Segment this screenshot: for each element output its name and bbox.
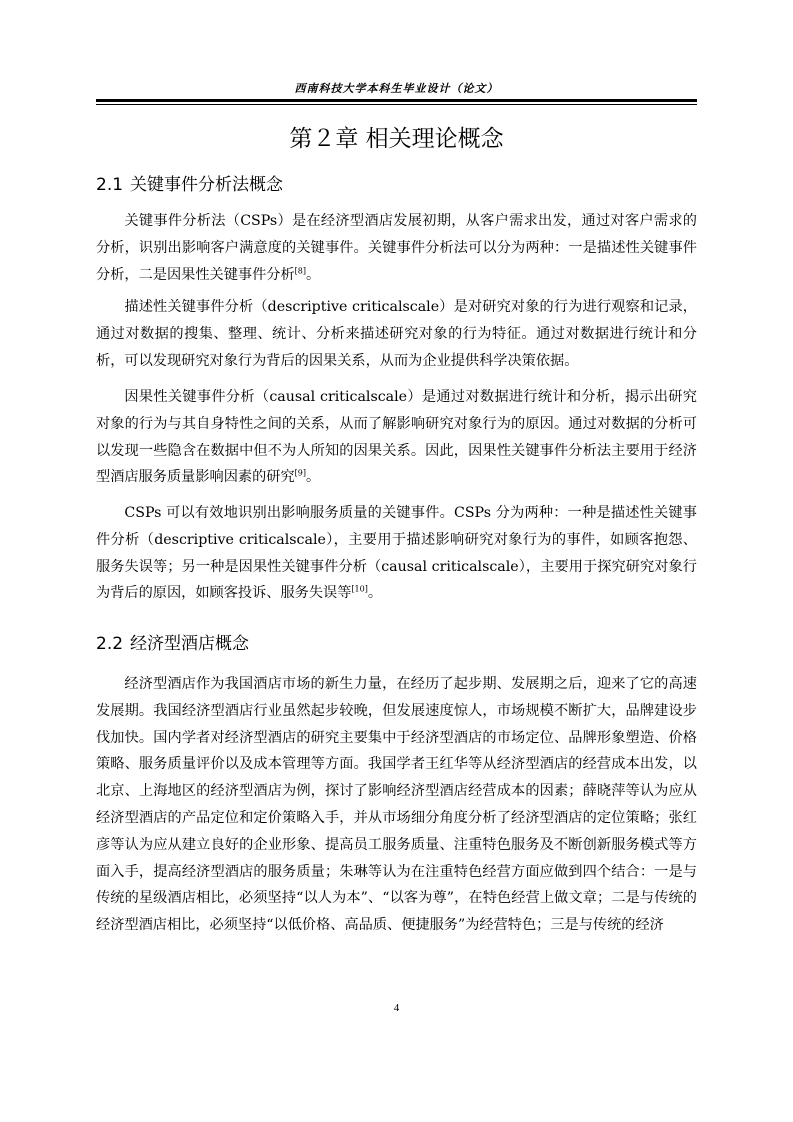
paragraph: CSPs 可以有效地识别出影响服务质量的关键事件。CSPs 分为两种：一种是描述性关键事件分析（descriptive criticalscale），主要用于描述影响研究对象行为的事件，如顾客抱怨、服务失误等；另一种是因果性关键事件分析（causal criticalscale），主要用于探究研究对象行为背后的原因，如顾客投诉、服务失误等[10]。	[96, 505, 697, 602]
section-number: 2.1	[96, 175, 124, 195]
paragraph: 关键事件分析法（CSPs）是在经济型酒店发展初期，从客户需求出发，通过对客户需求的分析，识别出影响客户满意度的关键事件。关键事件分析法可以分为两种：一是描述性关键事件分析，二是因果性关键事件分析[8]。	[96, 213, 697, 283]
paragraph: 经济型酒店作为我国酒店市场的新生力量，在经历了起步期、发展期之后，迎来了它的高速发展期。我国经济型酒店行业虽然起步较晚，但发展速度惊人，市场规模不断扩大，品牌建设步伐加快。国内学者对经济型酒店的研究主要集中于经济型酒店的市场定位、品牌形象塑造、价格策略、服务质量评价以及成本管理等方面。我国学者王红华等从经济型酒店的经营成本出发，以北京、上海地区的经济型酒店为例，探讨了影响经济型酒店经营成本的因素；薛晓萍等认为应从经济型酒店的产品定位和定价策略入手，并从市场细分角度分析了经济型酒店的定位策略；张红彦等认为应从建立良好的企业形象、提高员工服务质量、注重特色服务及不断创新服务模式等方面入手，提高经济型酒店的服务质量；朱琳等认为在注重特色经营方面应做到四个结合：一是与传统的星级酒店相比，必须坚持“以人为本”、“以客为尊”，在特色经营上做文章；二是与传统的经济型酒店相比，必须坚持“以低价格、高品质、便捷服务”为经营特色；三是与传统的经济	[96, 676, 697, 934]
chapter-title: 第２章 相关理论概念	[289, 126, 504, 152]
section-heading-2-2	[96, 629, 249, 654]
section-title: 关键事件分析法概念	[130, 175, 283, 195]
section-title: 经济型酒店概念	[130, 634, 249, 654]
section-heading-2-1	[96, 170, 283, 195]
running-header: 西南科技大学本科生毕业设计（论文）	[294, 82, 499, 95]
header-rule-thick	[96, 99, 697, 102]
header-rule-thin	[96, 104, 697, 105]
citation: [9]	[294, 468, 306, 478]
paragraph: 因果性关键事件分析（causal criticalscale）是通过对数据进行统计和分析，揭示出研究对象的行为与其自身特性之间的关系，从而了解影响研究对象行为的原因。通过对数据的分析可以发现一些隐含在数据中但不为人所知的因果关系。因此，因果性关键事件分析法主要用于经济型酒店服务质量影响因素的研究[9]。	[96, 389, 697, 486]
citation: [8]	[294, 265, 306, 275]
page-number: 4	[393, 1002, 400, 1014]
citation: [10]	[351, 584, 368, 594]
section-number: 2.2	[96, 634, 124, 654]
paragraph: 描述性关键事件分析（descriptive criticalscale）是对研究对象的行为进行观察和记录，通过对数据的搜集、整理、统计、分析来描述研究对象的行为特征。通过对数据进行统计和分析，可以发现研究对象行为背后的因果关系，从而为企业提供科学决策依据。	[96, 299, 697, 369]
